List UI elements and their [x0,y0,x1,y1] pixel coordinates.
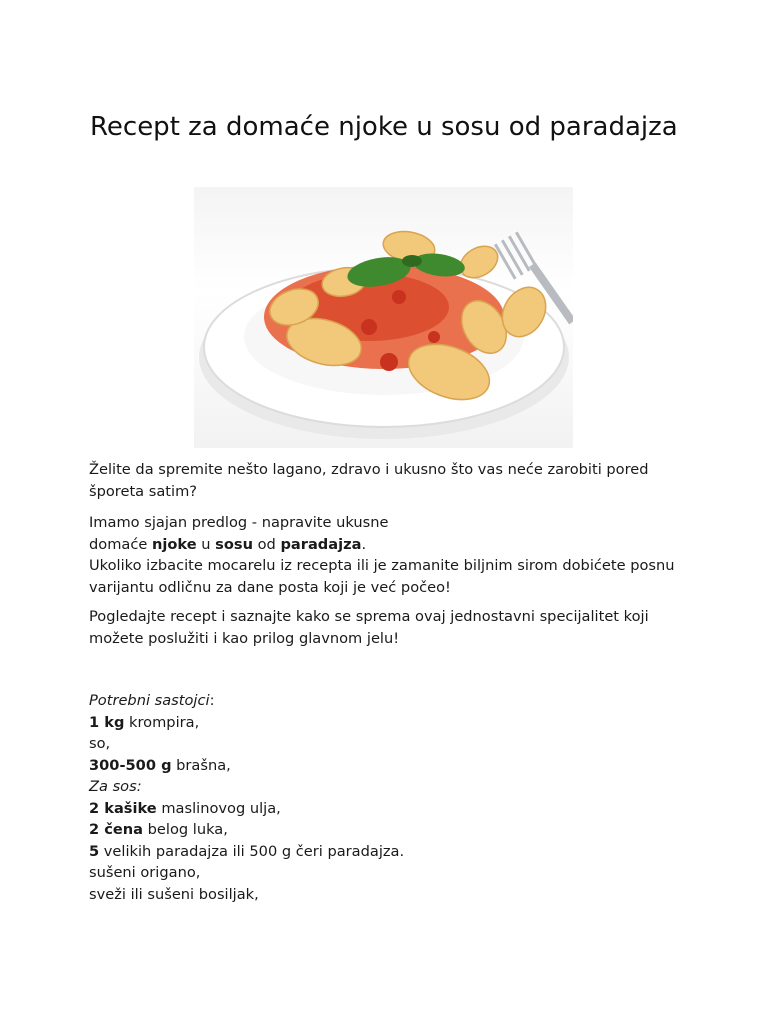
intro-paragraph-2 [89,512,689,598]
intro-paragraph-1 [89,459,689,502]
sauce-item [89,798,689,820]
sauce-heading-text: Za sos: [89,778,142,795]
sauce-item [89,884,689,906]
sauce-qty: 5 [89,842,100,860]
intro-p2-w4: . [361,535,367,553]
ingredients-heading [89,690,689,712]
ingredient-text: krompira, [124,713,200,731]
intro-p3-text: Pogledajte recept i saznajte kako se sprema ovaj jednostavni specijalitet koji možete poslužiti i kao prilog glavnom jelu! [89,608,649,647]
intro-p2-w3: od [252,535,281,553]
ingredient-item [89,755,689,777]
ingredient-qty: 1 kg [89,713,125,731]
sauce-text: maslinovog ulja, [156,799,281,817]
intro-p2-w2: u [196,535,216,553]
ingredient-text: brašna, [171,756,231,774]
keyword-paradajza: paradajza [280,535,362,553]
sauce-item [89,819,689,841]
intro-p2-w1: domaće [89,535,152,553]
ingredient-item [89,733,689,755]
intro-p2-line2 [89,534,689,556]
page-title: Recept za domaće njoke u sosu od paradajza [90,112,678,142]
sauce-qty: 2 čena [89,821,144,838]
sauce-qty: 2 kašike [89,799,157,817]
sauce-heading [89,776,689,798]
ingredients-heading-colon: : [209,692,215,709]
ingredient-qty: 300-500 g [89,756,172,774]
ingredients-list [89,690,689,905]
intro-p2-line3: Ukoliko izbacite mocarelu iz recepta ili je zamanite biljnim sirom dobićete posnu varijantu odličnu za dane posta koji je već počeo! [89,557,675,596]
intro-p1-text: Želite da spremite nešto lagano, zdravo i ukusno što vas neće zarobiti pored šporeta satim? [89,461,649,500]
sauce-item [89,841,689,863]
sauce-item [89,862,689,884]
sauce-text: velikih paradajza ili 500 g čeri paradajza. [99,842,405,860]
gnocchi-plate-illustration [194,187,573,448]
ingredient-text: so, [89,735,111,752]
intro-p2-line1: Imamo sjajan predlog - napravite ukusne [89,514,389,531]
sauce-text: sveži ili sušeni bosiljak, [89,885,259,903]
ingredient-item [89,712,689,734]
gnocchi-plate-photo [194,187,573,448]
keyword-njoke: njoke [152,535,197,553]
sauce-text: belog luka, [143,821,228,838]
keyword-sosu: sosu [215,535,253,553]
sauce-text: sušeni origano, [89,864,201,881]
intro-paragraph-3 [89,606,689,649]
ingredients-heading-text: Potrebni sastojci [89,692,210,709]
